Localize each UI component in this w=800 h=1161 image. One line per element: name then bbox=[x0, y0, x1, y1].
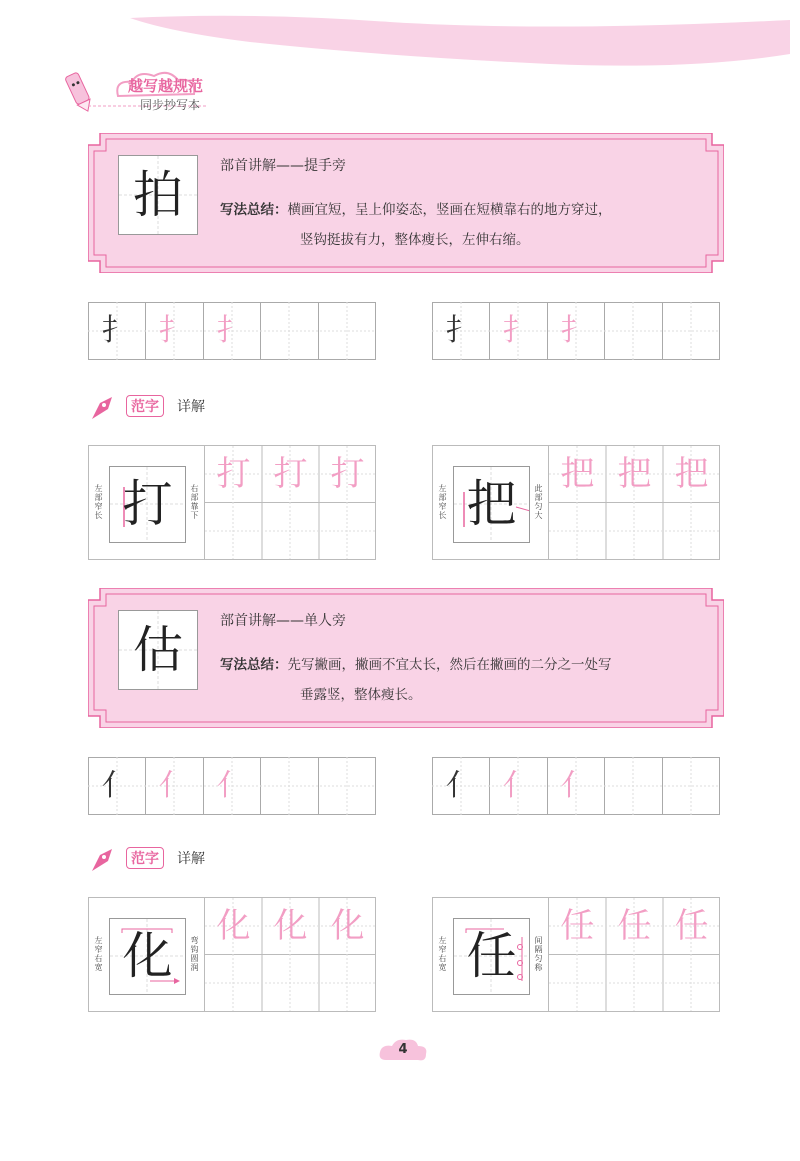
radical-panel bbox=[88, 133, 724, 273]
example-char: 把 bbox=[466, 475, 517, 533]
summary-label: 写法总结： bbox=[220, 202, 288, 218]
stroke-trace: 扌 bbox=[216, 313, 247, 348]
note-right: 此部匀大 bbox=[534, 484, 543, 520]
stroke-model: 亻 bbox=[101, 768, 132, 803]
note-right: 右部靠下 bbox=[190, 484, 199, 520]
note-left: 左部窄长 bbox=[94, 484, 103, 520]
trace-char: 把 bbox=[617, 454, 652, 494]
example-detail-card bbox=[432, 897, 720, 1012]
note-left: 左窄右宽 bbox=[438, 936, 447, 972]
writing-summary bbox=[220, 195, 700, 255]
radical-example-box bbox=[118, 155, 198, 235]
brand-subtitle: 同步抄写本 bbox=[140, 98, 201, 112]
radical-panel bbox=[88, 588, 724, 728]
trace-char: 把 bbox=[674, 454, 709, 494]
example-label-rest: 详解 bbox=[177, 851, 205, 867]
example-char: 化 bbox=[122, 927, 173, 985]
example-char-box bbox=[109, 466, 186, 543]
example-char-box bbox=[109, 918, 186, 995]
practice-cells bbox=[548, 898, 720, 1011]
summary-line-2: 竖钩挺拔有力，整体瘦长，左伸右缩。 bbox=[300, 232, 530, 248]
trace-char: 化 bbox=[273, 906, 308, 946]
trace-char: 打 bbox=[273, 454, 308, 494]
summary-line-1: 先写撇画，撇画不宜太长，然后在撇画的二分之一处写 bbox=[287, 657, 612, 673]
example-detail-card bbox=[88, 445, 376, 560]
page-number: 4 bbox=[398, 1042, 408, 1057]
radical-example-char: 拍 bbox=[133, 166, 183, 224]
stroke-trace: 亻 bbox=[216, 768, 247, 803]
stroke-trace: 扌 bbox=[158, 313, 189, 348]
stroke-trace: 亻 bbox=[502, 768, 533, 803]
trace-char: 把 bbox=[560, 454, 595, 494]
example-detail-card bbox=[88, 897, 376, 1012]
trace-char: 化 bbox=[216, 906, 251, 946]
example-char-box bbox=[453, 466, 530, 543]
stroke-model: 扌 bbox=[445, 313, 476, 348]
example-char: 任 bbox=[466, 927, 517, 985]
stroke-model: 亻 bbox=[445, 768, 476, 803]
trace-char: 打 bbox=[216, 454, 251, 494]
example-label-rest: 详解 bbox=[177, 399, 205, 415]
example-char-box bbox=[453, 918, 530, 995]
summary-label: 写法总结： bbox=[220, 657, 288, 673]
note-left: 左窄右宽 bbox=[94, 936, 103, 972]
pen-nib-icon bbox=[88, 393, 118, 423]
example-tag: 范字 bbox=[126, 395, 164, 417]
practice-cells bbox=[204, 898, 376, 1011]
summary-line-1: 横画宜短，呈上仰姿态，竖画在短横靠右的地方穿过， bbox=[287, 202, 612, 218]
example-char: 打 bbox=[122, 475, 173, 533]
page-number-badge bbox=[378, 1036, 428, 1066]
trace-char: 任 bbox=[674, 906, 709, 946]
trace-char: 打 bbox=[330, 454, 365, 494]
writing-summary bbox=[220, 650, 700, 710]
radical-title: 部首讲解——提手旁 bbox=[220, 158, 346, 174]
stroke-trace: 扌 bbox=[502, 313, 533, 348]
trace-char: 任 bbox=[560, 906, 595, 946]
example-tag: 范字 bbox=[126, 847, 164, 869]
note-left: 左部窄长 bbox=[438, 484, 447, 520]
practice-cells bbox=[548, 446, 720, 559]
stroke-trace: 扌 bbox=[560, 313, 591, 348]
pen-nib-icon bbox=[88, 845, 118, 875]
stroke-trace: 亻 bbox=[158, 768, 189, 803]
example-detail-card bbox=[432, 445, 720, 560]
radical-example-char: 估 bbox=[133, 621, 183, 679]
example-section-label bbox=[88, 845, 288, 875]
practice-cells bbox=[204, 446, 376, 559]
trace-char: 化 bbox=[330, 906, 365, 946]
note-right: 间隔匀称 bbox=[534, 936, 543, 972]
trace-char: 任 bbox=[617, 906, 652, 946]
brand-title: 越写越规范 bbox=[128, 77, 204, 95]
stroke-trace: 亻 bbox=[560, 768, 591, 803]
example-section-label bbox=[88, 393, 288, 423]
stroke-model: 扌 bbox=[101, 313, 132, 348]
summary-line-2: 垂露竖，整体瘦长。 bbox=[300, 687, 422, 703]
note-right: 弯钩圆润 bbox=[190, 936, 199, 972]
radical-title: 部首讲解——单人旁 bbox=[220, 613, 346, 629]
radical-example-box bbox=[118, 610, 198, 690]
